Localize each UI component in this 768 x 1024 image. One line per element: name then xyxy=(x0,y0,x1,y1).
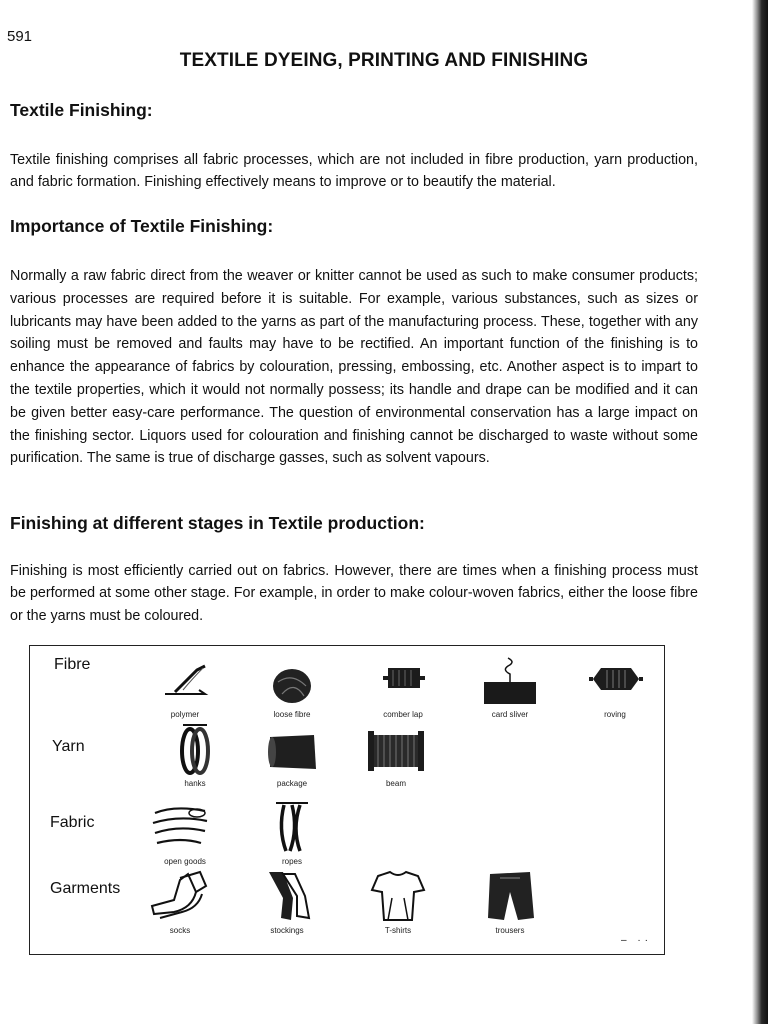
garment-t-shirts xyxy=(348,868,448,938)
caption-beam: beam xyxy=(385,779,406,788)
hanks-icon xyxy=(145,721,245,781)
garment-trousers xyxy=(460,868,560,938)
polymer-icon xyxy=(135,652,235,712)
card-sliver-icon xyxy=(460,652,560,712)
decorative-dash: – ·· xyxy=(621,935,652,946)
ropes-icon xyxy=(242,799,342,859)
caption-socks: socks xyxy=(169,926,191,935)
caption-ropes: ropes xyxy=(281,857,302,866)
fibre-card-sliver xyxy=(460,652,560,722)
row-label-garments: Garments xyxy=(50,880,121,897)
heading-importance: Importance of Textile Finishing: xyxy=(10,216,274,236)
caption-roving: roving xyxy=(604,710,626,719)
socks-icon xyxy=(130,868,230,928)
paragraph-textile-finishing: Textile finishing comprises all fabric processes, which are not included in fibre production, yarn production, and fabric formation. Finishing effectively means to improve or to beautify the material. xyxy=(10,152,698,191)
fabric-ropes xyxy=(242,799,342,869)
caption-hanks: hanks xyxy=(184,779,206,788)
heading-textile-finishing: Textile Finishing: xyxy=(10,100,153,120)
garment-socks xyxy=(130,868,230,938)
row-label-yarn: Yarn xyxy=(52,738,85,755)
row-label-fibre: Fibre xyxy=(54,656,91,673)
fibre-comber-lap xyxy=(353,652,453,722)
yarn-hanks xyxy=(145,721,245,791)
garment-stockings xyxy=(237,868,337,938)
t-shirts-icon xyxy=(348,868,448,928)
page-title: TEXTILE DYEING, PRINTING AND FINISHING xyxy=(179,50,589,71)
loose-fibre-icon xyxy=(242,652,342,712)
row-label-fabric: Fabric xyxy=(50,814,95,831)
beam-icon xyxy=(346,721,446,781)
stockings-icon xyxy=(237,868,337,928)
package-icon xyxy=(242,721,342,781)
trousers-icon xyxy=(460,868,560,928)
caption-card-sliver: card sliver xyxy=(491,710,529,719)
caption-polymer: polymer xyxy=(170,710,200,719)
paragraph-importance: Normally a raw fabric direct from the weaver or knitter cannot be used as such to make consumer products; various processes are required before it is suitable. For example, various substances, such as sizes or lubricants may have been added to the yarns as part of the manufacturing process. These, together with any soiling must be removed and faults may have to be rectified. An important function of the finishing is to enhance the appearance of fabrics by colouration, pressing, embossing, etc. Another aspect is to impart to the textile properties, which it would not normally possess; its handle and drape can be modified and it can be given better easy-care performance. The question of environmental conservation has a large impact on the finishing sector. Liquors used for colouration and finishing cannot be discharged to waste without some purification. The same is true of discharge gasses, such as solvent vapours. xyxy=(10,268,698,467)
paragraph-finishing-stages: Finishing is most efficiently carried out on fabrics. However, there are times when a finishing process must be performed at some other stage. For example, in order to make colour-woven fabrics, either the loose fibre or the yarns must be coloured. xyxy=(10,563,698,624)
yarn-package xyxy=(242,721,342,791)
caption-comber-lap: comber lap xyxy=(383,710,423,719)
roving-icon xyxy=(565,652,665,712)
caption-package: package xyxy=(276,779,308,788)
caption-open-goods: open goods xyxy=(164,857,206,866)
caption-loose-fibre: loose fibre xyxy=(273,710,311,719)
open-goods-icon xyxy=(135,799,235,859)
fibre-loose-fibre xyxy=(242,652,342,722)
page-edge-shadow xyxy=(752,0,768,1024)
fabric-open-goods xyxy=(135,799,235,869)
heading-finishing-stages: Finishing at different stages in Textile production: xyxy=(10,513,425,533)
fibre-polymer xyxy=(135,652,235,722)
yarn-beam xyxy=(346,721,446,791)
comber-lap-icon xyxy=(353,652,453,712)
finishing-stages-figure xyxy=(29,645,665,955)
caption-trousers: trousers xyxy=(495,926,525,935)
caption-t-shirts: T-shirts xyxy=(384,926,412,935)
page-number: 591 xyxy=(7,28,33,45)
caption-stockings: stockings xyxy=(270,926,304,935)
fibre-roving xyxy=(565,652,665,722)
